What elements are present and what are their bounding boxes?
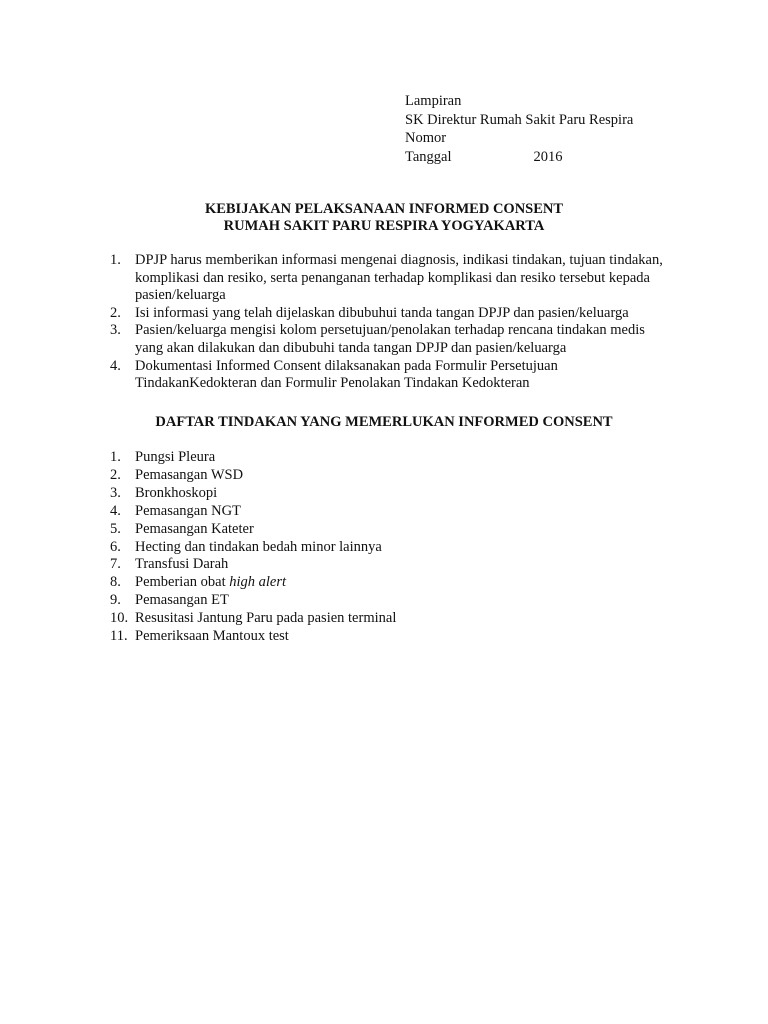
action-item-number: 5. <box>110 520 121 537</box>
action-list <box>110 449 670 646</box>
action-item-number: 3. <box>110 484 121 501</box>
action-item-text: Pemasangan Kateter <box>135 520 254 537</box>
header-date-label: Tanggal <box>405 148 452 165</box>
policy-item-text: Isi informasi yang telah dijelaskan dibubuhui tanda tangan DPJP dan pasien/keluarga <box>135 304 629 321</box>
policy-item-number: 3. <box>110 322 121 339</box>
policy-title-line2: RUMAH SAKIT PARU RESPIRA YOGYAKARTA <box>223 218 545 234</box>
action-item-text: Pemasangan ET <box>135 592 229 609</box>
policy-list <box>110 252 670 393</box>
action-item <box>110 449 670 467</box>
action-item <box>110 592 670 610</box>
action-item-number: 10. <box>110 610 129 627</box>
policy-item-text: Dokumentasi Informed Consent dilaksanakan pada Formulir Persetujuan TindakanKedokteran dan Formulir Penolakan Tindakan Kedokteran <box>135 357 558 392</box>
action-item-text: Resusitasi Jantung Paru pada pasien terminal <box>135 610 397 627</box>
action-item-number: 1. <box>110 449 121 465</box>
policy-item-number: 4. <box>110 357 121 374</box>
action-item <box>110 485 670 503</box>
policy-title-line1: KEBIJAKAN PELAKSANAAN INFORMED CONSENT <box>204 201 564 217</box>
policy-item <box>110 252 670 305</box>
action-item-number: 4. <box>110 502 121 519</box>
header-date-year: 2016 <box>533 148 563 165</box>
action-item-text: Bronkhoskopi <box>135 484 218 501</box>
action-item <box>110 574 670 592</box>
action-item-number: 7. <box>110 556 121 573</box>
header-decree-label: SK Direktur Rumah Sakit Paru Respira <box>405 111 634 128</box>
header-attachment-label: Lampiran <box>405 93 462 109</box>
policy-item-text: Pasien/keluarga mengisi kolom persetujuan/penolakan terhadap rencana tindakan medis yang akan dilakukan dan dibubuhi tanda tangan DPJP dan pasien/keluarga <box>135 322 645 356</box>
header-number-label: Nomor <box>405 130 447 146</box>
action-item <box>110 521 670 539</box>
action-item-number: 8. <box>110 574 121 591</box>
policy-item <box>110 322 670 357</box>
action-item-text: Pemasangan WSD <box>135 466 244 483</box>
action-item-text: Pungsi Pleura <box>135 449 216 465</box>
document-header <box>405 92 633 166</box>
action-item-text: Pemasangan NGT <box>135 502 241 519</box>
action-item <box>110 467 670 485</box>
action-item-number: 2. <box>110 466 121 483</box>
action-item <box>110 610 670 628</box>
action-item-number: 9. <box>110 592 121 609</box>
header-date-row <box>405 148 633 167</box>
action-item-text: Pemeriksaan Mantoux test <box>135 628 289 645</box>
action-item-italic-text: high alert <box>229 574 287 591</box>
policy-item-number: 1. <box>110 252 121 268</box>
action-item <box>110 556 670 574</box>
action-item-text: Transfusi Darah <box>135 556 229 573</box>
policy-item <box>110 305 670 323</box>
action-item <box>110 503 670 521</box>
action-item <box>110 628 670 646</box>
action-item-number: 11. <box>110 628 128 645</box>
policy-item-number: 2. <box>110 304 121 321</box>
policy-item <box>110 358 670 393</box>
action-item <box>110 539 670 557</box>
policy-item-text: DPJP harus memberikan informasi mengenai diagnosis, indikasi tindakan, tujuan tindakan, komplikasi dan resiko, serta penanganan terhadap komplikasi dan resiko tersebut kepada pasien/keluarga <box>135 252 663 304</box>
action-item-number: 6. <box>110 538 121 555</box>
action-list-title: DAFTAR TINDAKAN YANG MEMERLUKAN INFORMED CONSENT <box>155 414 613 430</box>
action-item-text: Pemberian obat <box>135 574 230 591</box>
action-item-text: Hecting dan tindakan bedah minor lainnya <box>135 538 382 555</box>
